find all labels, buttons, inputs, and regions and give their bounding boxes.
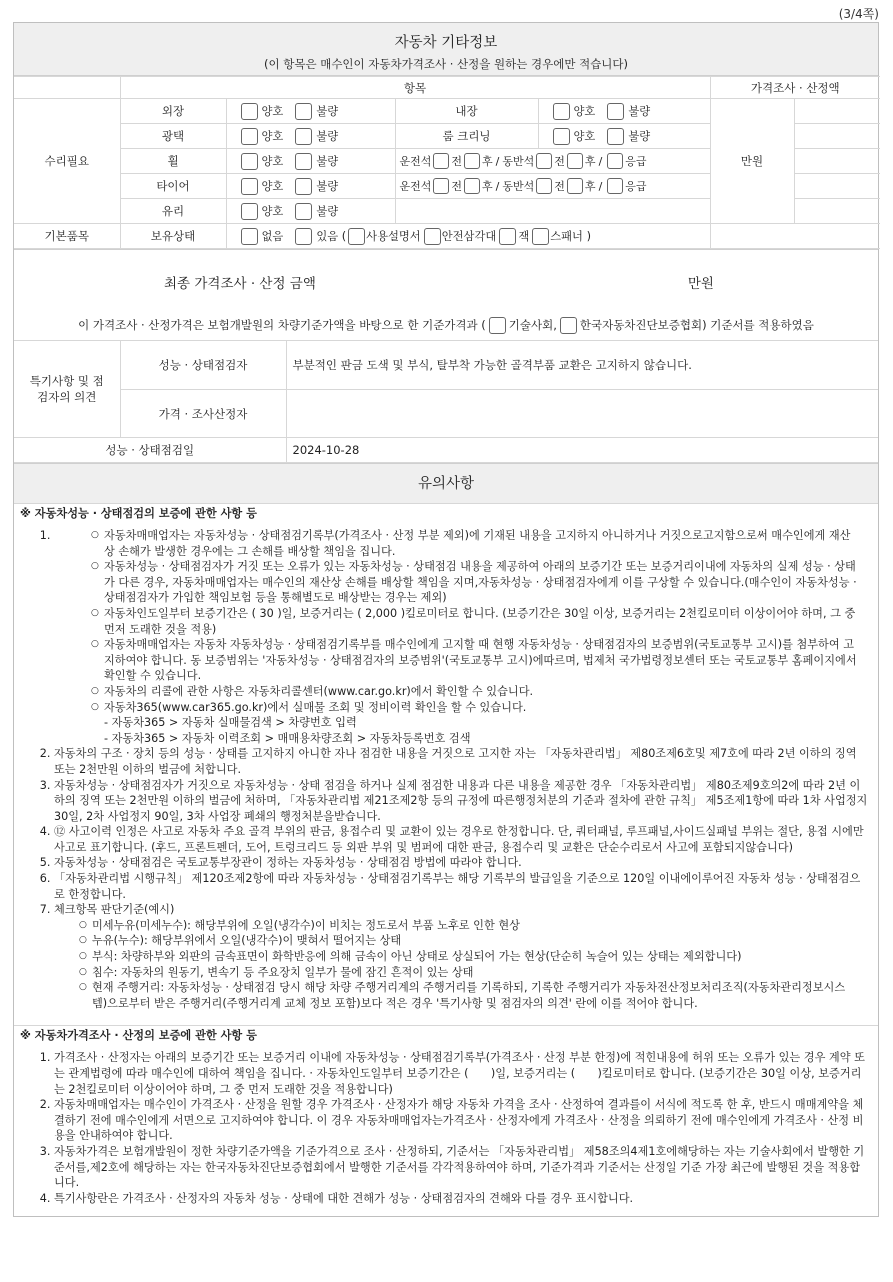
- manual-checkbox[interactable]: [348, 228, 365, 245]
- section-header: [14, 23, 878, 76]
- car365-instructions: - 자동차365 > 자동차 실매물검색 > 차량번호 입력 - 자동차365 > 자동차 이력조회 > 매매용차량조회 > 자동차등록번호 검색: [104, 716, 471, 745]
- glass-label: 유리: [120, 199, 226, 224]
- form-container: [13, 22, 879, 1217]
- pricing-list: [14, 1045, 878, 1216]
- room-cleaning-label: 룸 크리닝: [395, 124, 538, 149]
- list-item: ○ 자동차365(www.car365.go.kr)에서 실매물 조회 및 정비이력 확인을 할 수 있습니다.: [104, 700, 858, 716]
- basic-have-checkbox[interactable]: [295, 228, 312, 245]
- final-price-unit: 만원: [687, 276, 714, 292]
- notes-body: [14, 503, 878, 1216]
- section-title: 자동차 기타정보: [394, 35, 498, 51]
- list-item: ○ 미세누유(미세누수): 해당부위에 오일(냉각수)이 비치는 정도로서 부품 노후로 인한 현상: [92, 918, 858, 934]
- glass-bad-checkbox[interactable]: [295, 203, 312, 220]
- wheel-driver-front-checkbox[interactable]: [433, 153, 449, 169]
- wheel-passenger-rear-checkbox[interactable]: [567, 153, 583, 169]
- inspector-opinion: 부분적인 판금 도색 및 부식, 탈부착 가능한 골격부품 교환은 고지하지 않습니다.: [286, 341, 878, 390]
- repair-needed-label: 수리필요: [14, 99, 120, 224]
- inspection-date: 2024-10-28: [286, 438, 878, 463]
- guarantee-item-7: 7. 체크항목 판단기준(예시) ○ 미세누유(미세누수): 해당부위에 오일(냉각수)이 비치는 정도로서 부품 노후로 인한 현상 ○ 누유(누수): 해당부위에서 오일(냉각수)이 맺혀서 떨어지는 상태 ○ 부식: 차량하부와 외판의 금속표면이 화학반응에 의해 금속이 아닌 상태로 상실되어 가는 현상(단순히 녹슬어 있는 상태는 제외합니다) ○ 침수: 자동차의 원동기, 변속기 등 주요장치 일부가 물에 잠긴 흔적이 있는 상태 ○ 현재 주행거리: 자동차성능 · 상태점검 당시 해당 차량 주행거리계의 주행거리를 기록하되, 기록한 주행거리가 자동차전산정보처리조직(자동차관리정보시스템)으로부터 받은 주행거리(주행거리계 교체 정보 포함)보다 적은 경우 '특기사항 및 점검자의 의견' 란에 이를 적어야 합니다.: [54, 902, 868, 1011]
- basis-statement: 이 가격조사 · 산정가격은 보험개발원의 차량기준가액을 바탕으로 한 기준가격과 ( 기술사회, 한국자동차진단보증협회) 기준서를 적용하였음: [78, 318, 814, 332]
- engineering-association-checkbox[interactable]: [489, 317, 506, 334]
- list-item: ○ 자동차인도일부터 보증기간은 ( 30 )일, 보증거리는 ( 2,000 )킬로미터로 합니다. (보증기간은 30일 이상, 보증거리는 2천킬로미터 이상이어야 하며, 그 중 먼저 도래한 것을 적용): [104, 606, 858, 637]
- guarantee-list: [14, 523, 878, 1011]
- wheel-emergency-checkbox[interactable]: [607, 153, 623, 169]
- wheel-label: 휠: [120, 149, 226, 174]
- header-item: 항목: [120, 77, 710, 99]
- wheel-bad-checkbox[interactable]: [295, 153, 312, 170]
- spanner-checkbox[interactable]: [532, 228, 549, 245]
- wheel-driver-rear-checkbox[interactable]: [464, 153, 480, 169]
- pricing-title: ※ 자동차가격조사 · 산정의 보증에 관한 사항 등: [14, 1025, 878, 1045]
- guarantee-item-3: 3. 자동차성능 · 상태점검자가 거짓으로 자동차성능 · 상태 점검을 하거나 실제 점검한 내용과 다른 내용을 제공한 경우 「자동차관리법」 제80조제9호의2에 따라 2년 이하의 징역 또는 2천만원 이하의 벌금에 처하며, 「자동차관리법 제21조제2항 등의 규정에 따른행정처분의 기준과 절차에 관한 규칙」 제5조제1항에 따라 1차 사업정지 30일, 2차 사업정지 90일, 3차 사업장 폐쇄의 행정처분을받습니다.: [54, 778, 868, 825]
- list-item: ○ 자동차매매업자는 자동차 자동차성능 · 상태점검기록부를 매수인에게 고지할 때 현행 자동차성능 · 상태점검자의 보증범위(국토교통부 고시)를 첨부하여 고지하여야 합니다. 동 보증범위는 '자동차성능 · 상태점검자의 보증범위'(국토교통부 고시)에따르며, 법제처 국가법령정보센터 또는 국토교통부 홈페이지에서 확인할 수 있습니다.: [104, 637, 858, 684]
- safety-triangle-checkbox[interactable]: [424, 228, 441, 245]
- tire-emergency-checkbox[interactable]: [607, 178, 623, 194]
- repair-price-unit: 만원: [710, 99, 794, 224]
- basic-items-options: 없음 있음 ( 사용설명서 안전삼각대 잭 스패너 ): [227, 228, 710, 245]
- special-notes-label: 특기사항 및 점검자의 의견: [14, 341, 120, 438]
- exterior-label: 외장: [120, 99, 226, 124]
- pricing-item-1: 1. 가격조사 · 산정자는 아래의 보증기간 또는 보증거리 이내에 자동차성능 · 상태점검기록부(가격조사 · 산정 부분 한정)에 적힌내용에 허위 또는 오류가 있는 경우 계약 또는 관계법령에 따라 매수인에 대하여 책임을 집니다. · 자동차인도일부터 보증기간은 ( )일, 보증거리는 ( )킬로미터로 합니다. (보증기간은 30일 이상, 보증거리는 2천킬로미터 이상이어야 하며, 그 중 먼저 도래한 것을 적용합니다): [54, 1050, 868, 1097]
- pricing-item-2: 2. 자동차매매업자는 매수인이 가격조사 · 산정을 원할 경우 가격조사 · 산정자가 해당 자동차 가격을 조사 · 산정하여 결과를이 서식에 적도록 한 후, 반드시 매매계약을 체결하기 전에 매수인에게 서면으로 고지하여야 합니다. 이 경우 자동차매매업자는가격조사 · 산정자에게 가격조사 · 산정을 의뢰하기 전에 매수인에게 가격조사 · 산정 비용을 안내하여야 합니다.: [54, 1097, 868, 1144]
- final-price-title: 최종 가격조사 · 산정 금액: [164, 276, 316, 292]
- tire-good-checkbox[interactable]: [241, 178, 258, 195]
- pricing-item-4: 4. 특기사항란은 가격조사 · 산정자의 자동차 성능 · 상태에 대한 견해가 성능 · 상태점검자의 견해와 다를 경우 표시합니다.: [54, 1191, 868, 1207]
- tire-driver-rear-checkbox[interactable]: [464, 178, 480, 194]
- pricing-item-3: 3. 자동차가격은 보험개발원이 정한 차량기준가액을 기준가격으로 조사 · 산정하되, 기준서는 「자동차관리법」 제58조의4제1호에해당하는 자는 기술사회에서 발행한 기준서를,제2호에 해당하는 자는 한국자동차진단보증협회에서 발행한 기준서를 각각적용하여야 하며, 기준가격과 기준서는 산정일 기준 가장 최근에 발행된 것을 적용합니다.: [54, 1144, 868, 1191]
- guarantee-item-4: 4. ⑫ 사고이력 인정은 사고로 자동차 주요 골격 부위의 판금, 용접수리 및 교환이 있는 경우로 한정합니다. 단, 쿼터패널, 루프패널,사이드실패널 부위는 절단, 용접 시에만 사고로 표기합니다. (후드, 프론트펜더, 도어, 트렁크리드 등 외판 부위 및 범퍼에 대한 판금, 용접수리 및 교환은 단순수리로서 사고에 포함되지않습니다): [54, 824, 868, 855]
- section-subtitle: (이 항목은 매수인이 자동차가격조사 · 산정을 원하는 경우에만 적습니다): [263, 57, 629, 71]
- jack-checkbox[interactable]: [499, 228, 516, 245]
- wheel-position-options: 운전석 전 후 / 동반석 전 후 / 응급: [399, 154, 647, 168]
- appraiser-opinion: [286, 390, 878, 438]
- appraiser-label: 가격 · 조사산정자: [120, 390, 286, 438]
- tire-bad-checkbox[interactable]: [295, 178, 312, 195]
- inspector-label: 성능 · 상태점검자: [120, 341, 286, 390]
- list-item: ○ 현재 주행거리: 자동차성능 · 상태점검 당시 해당 차량 주행거리계의 주행거리를 기록하되, 기록한 주행거리가 자동차전산정보처리조직(자동차관리정보시스템)으로부터 받은 주행거리(주행거리계 교체 정보 포함)보다 적은 경우 '특기사항 및 점검자의 의견' 란에 이를 적어야 합니다.: [92, 980, 858, 1011]
- inspection-date-label: 성능 · 상태점검일: [14, 438, 286, 463]
- notes-title: 유의사항: [14, 463, 878, 503]
- wheel-passenger-front-checkbox[interactable]: [536, 153, 552, 169]
- guarantee-item-1: [54, 528, 868, 746]
- interior-label: 내장: [395, 99, 538, 124]
- list-item: ○ 1. 자동차매매업자는 자동차성능 · 상태점검기록부(가격조사 · 산정 부분 제외)에 기재된 내용을 고지하지 아니하거나 거짓으로고지함으로써 매수인에게 재산상 손해가 발생한 경우에는 그 손해를 배상할 책임을 집니다.: [104, 528, 858, 559]
- room-cleaning-bad-checkbox[interactable]: [607, 128, 624, 145]
- basic-items-label: 기본품목: [14, 224, 120, 249]
- page-number: (3/4쪽): [838, 7, 879, 21]
- list-item: ○ 부식: 차량하부와 외판의 금속표면이 화학반응에 의해 금속이 아닌 상태로 상실되어 가는 현상(단순히 녹슬어 있는 상태는 제외합니다): [92, 949, 858, 965]
- tire-label: 타이어: [120, 174, 226, 199]
- list-item: ○ 자동차성능 · 상태점검자가 거짓 또는 오류가 있는 자동차성능 · 상태점검 내용을 제공하여 아래의 보증기간 또는 보증거리이내에 자동차의 실제 성능 · 상태가 다른 경우, 자동차매매업자는 매수인의 재산상 손해를 배상할 책임을 지며,자동차성능 · 상태점검자에게 이를 구상할 수 있습니다.(매수인이 자동차성능 · 상태점검자가 가입한 책임보험 등을 통해별도로 배상받는 경우는 제외): [104, 559, 858, 606]
- tire-driver-front-checkbox[interactable]: [433, 178, 449, 194]
- list-item: ○ 자동차의 리콜에 관한 사항은 자동차리콜센터(www.car.go.kr)에서 확인할 수 있습니다.: [104, 684, 858, 700]
- final-price-section: [14, 249, 878, 340]
- wheel-good-checkbox[interactable]: [241, 153, 258, 170]
- exterior-bad-checkbox[interactable]: [295, 103, 312, 120]
- interior-bad-checkbox[interactable]: [607, 103, 624, 120]
- gloss-good-checkbox[interactable]: [241, 128, 258, 145]
- list-item: ○ 침수: 자동차의 원동기, 변속기 등 주요장치 일부가 물에 잠긴 흔적이 있는 상태: [92, 965, 858, 981]
- glass-good-checkbox[interactable]: [241, 203, 258, 220]
- gloss-label: 광택: [120, 124, 226, 149]
- interior-good-checkbox[interactable]: [553, 103, 570, 120]
- tire-passenger-rear-checkbox[interactable]: [567, 178, 583, 194]
- guarantee-item-5: 5. 자동차성능 · 상태점검은 국토교통부장관이 정하는 자동차성능 · 상태점검 방법에 따라야 합니다.: [54, 855, 868, 871]
- possession-status-label: 보유상태: [120, 224, 226, 249]
- guarantee-title: ※ 자동차성능 · 상태점검의 보증에 관한 사항 등: [14, 503, 878, 523]
- exterior-good-checkbox[interactable]: [241, 103, 258, 120]
- gloss-bad-checkbox[interactable]: [295, 128, 312, 145]
- guarantee-item-6: 6. 「자동차관리법 시행규칙」 제120조제2항에 따라 자동차성능 · 상태점검기록부는 해당 기록부의 발급일을 기준으로 120일 이내에이루어진 자동차 성능 · 상태점검으로 한정합니다.: [54, 871, 868, 902]
- diagnosis-association-checkbox[interactable]: [560, 317, 577, 334]
- repair-table: 항목 가격조사 · 산정액 수리필요 외장 양호 불량 내장 양호 불량 만원 광택 양호 불량 룸 크리닝 양호 불량 휠 양호 불량 운전석 전 후 / 동반석 전 후 / 응급 타이어 양호 불량 운전석 전 후 / 동반석 전 후 / 응급 유리 양호 불량 기본품목 보유상태 없음 있음 ( 사용설명서 안전삼각대 잭 스패너 ): [14, 76, 880, 249]
- list-item: ○ 누유(누수): 해당부위에서 오일(냉각수)이 맺혀서 떨어지는 상태: [92, 933, 858, 949]
- tire-position-options: 운전석 전 후 / 동반석 전 후 / 응급: [399, 179, 647, 193]
- guarantee-item-2: 2. 자동차의 구조 · 장치 등의 성능 · 상태를 고지하지 아니한 자나 점검한 내용을 거짓으로 고지한 자는 「자동차관리법」 제80조제6호및 제7호에 따라 2년 이하의 징역 또는 2천만원 이하의 벌금에 처합니다.: [54, 746, 868, 777]
- special-notes-table: [14, 340, 878, 463]
- basic-none-checkbox[interactable]: [241, 228, 258, 245]
- tire-passenger-front-checkbox[interactable]: [536, 178, 552, 194]
- header-price: 가격조사 · 산정액: [710, 77, 880, 99]
- room-cleaning-good-checkbox[interactable]: [553, 128, 570, 145]
